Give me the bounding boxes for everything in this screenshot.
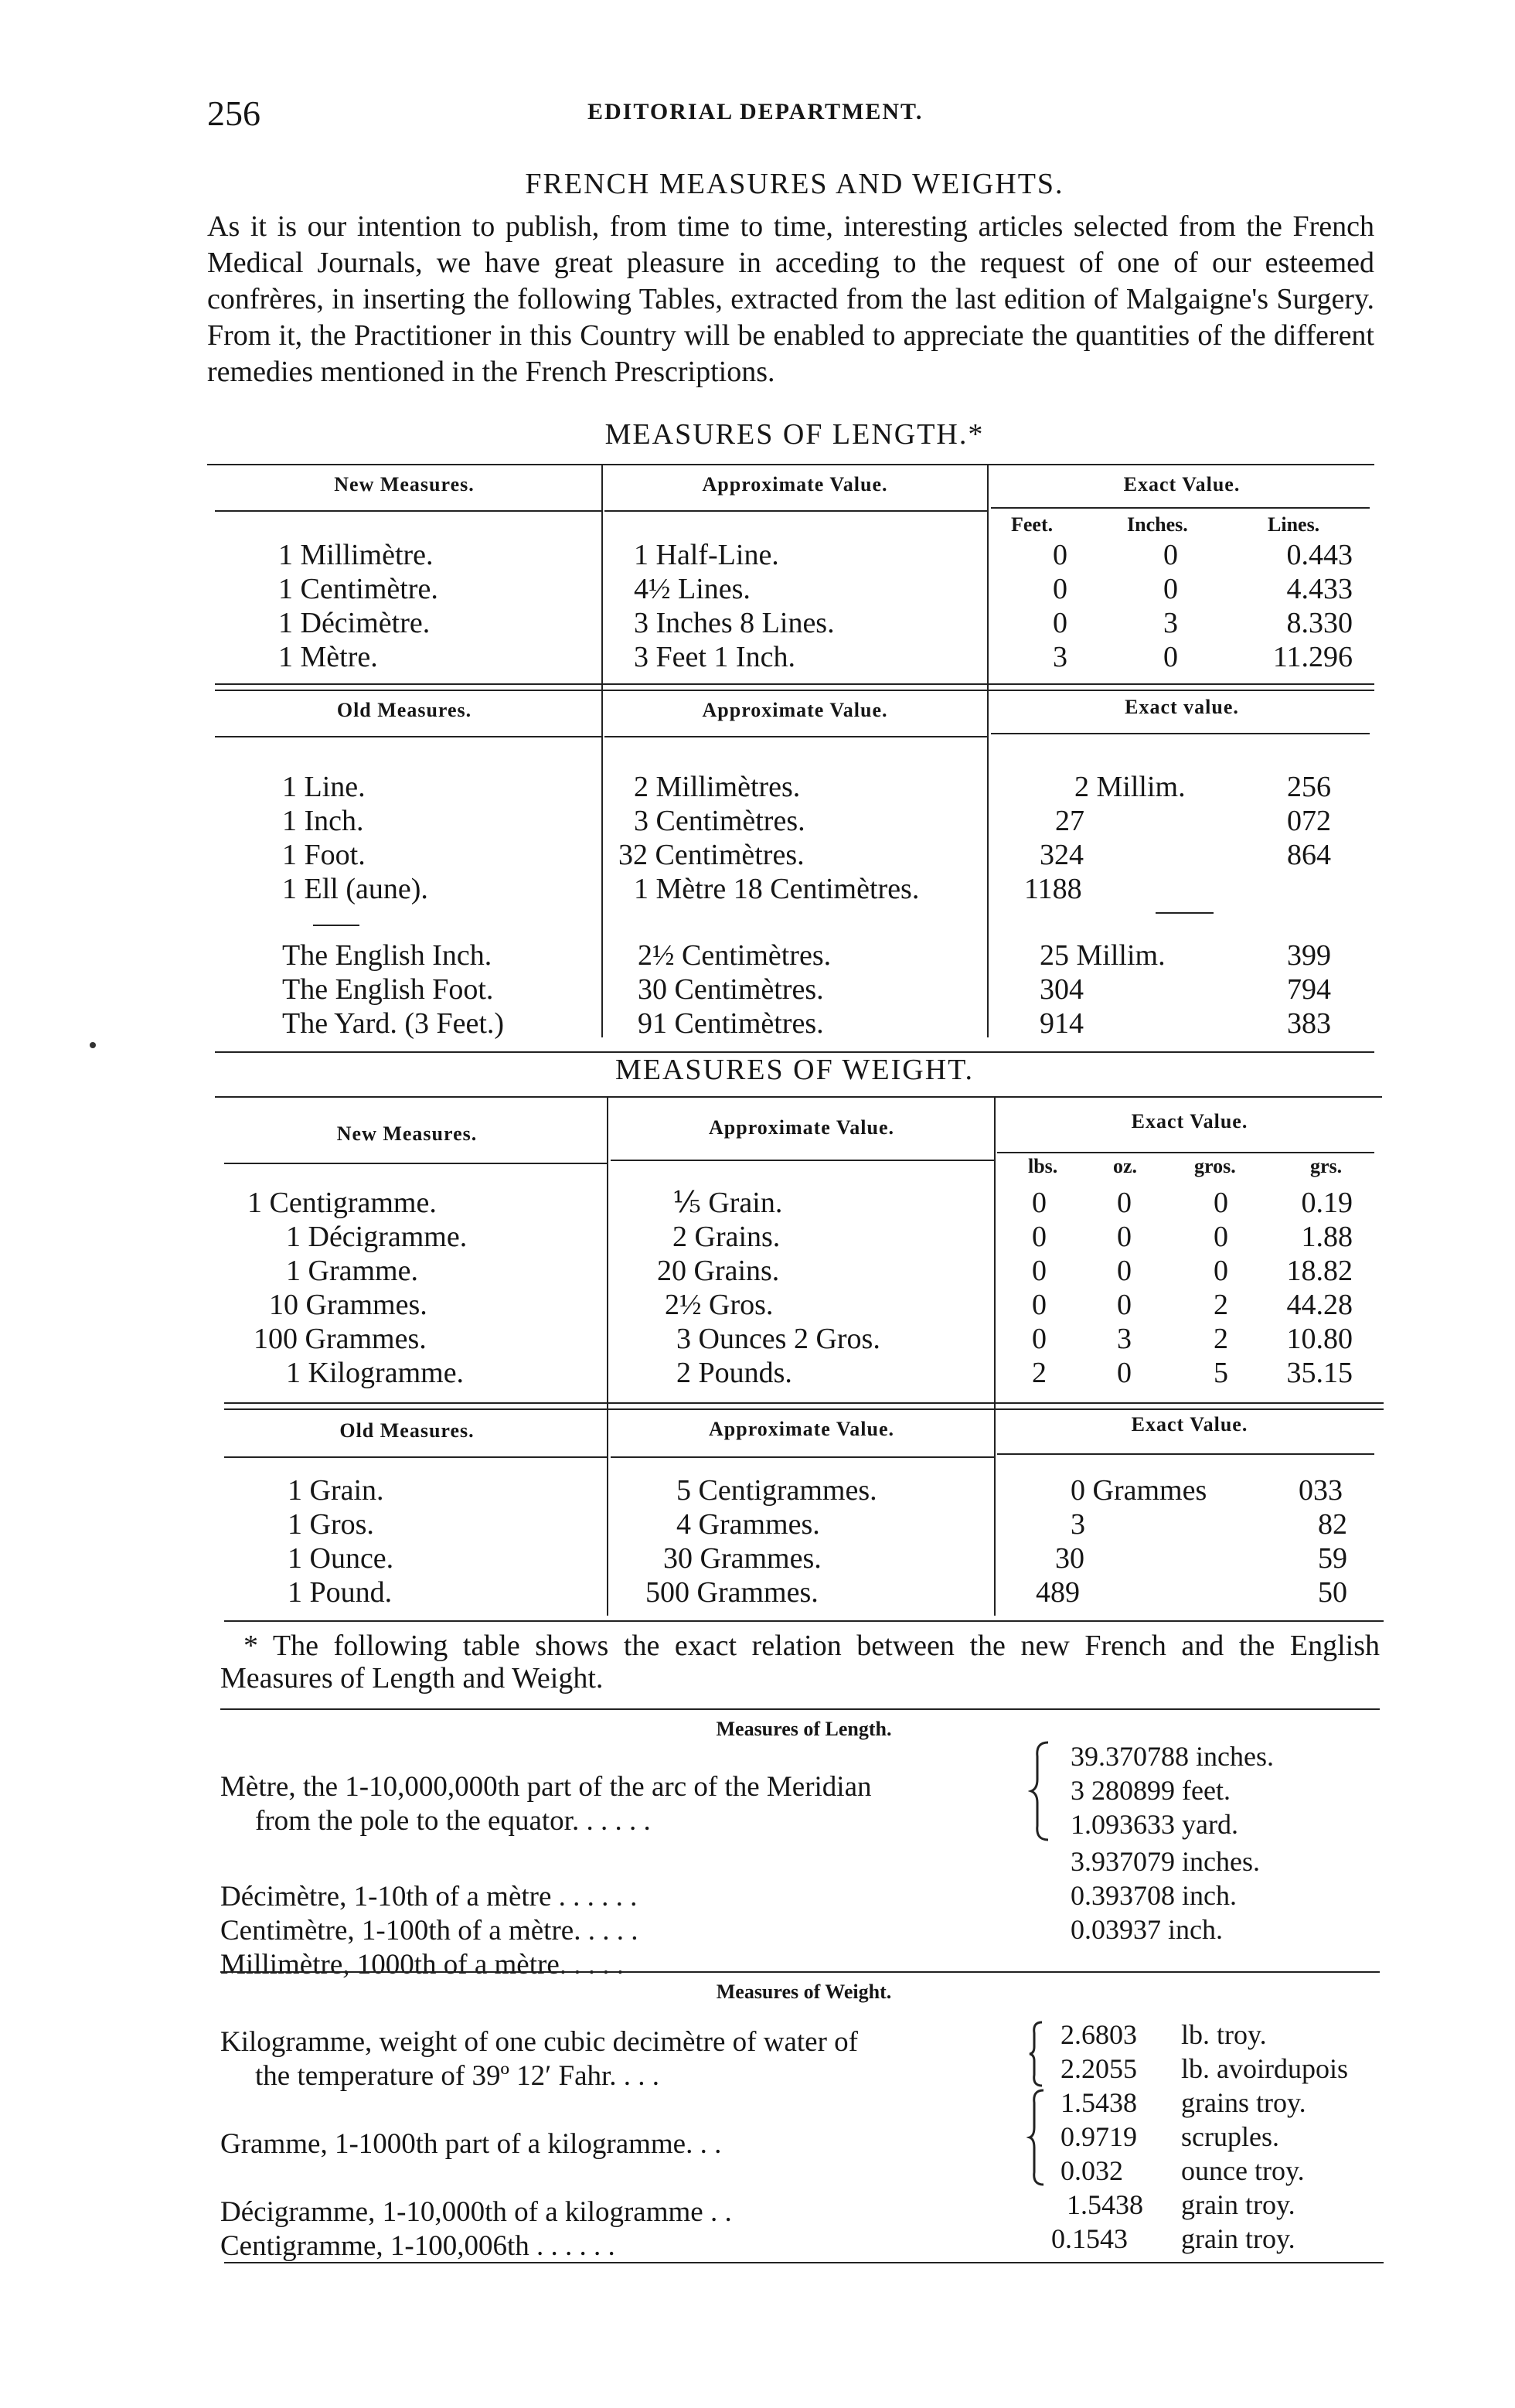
article-intro: As it is our intention to publish, from time to time, interesting articles selected from the French Medical Journals, we have great pleasure in acceding to the request of one of our esteemed confrères, in inserting the following Tables, extracted from the last edition of Malgaigne's Surgery. From it, the Practitioner in this Country will be enabled to appreciate the quantities of the different remedies mentioned in the French Prescriptions. bbox=[207, 210, 1374, 388]
weight-new-approx: 2 Grains. bbox=[672, 1221, 781, 1253]
length-english-name: The English Inch. bbox=[282, 939, 492, 972]
weight-old-exact-b: 50 bbox=[1318, 1576, 1347, 1609]
weight-new-oz: 0 bbox=[1117, 1187, 1132, 1219]
length-old-exact-a: 1188 bbox=[1024, 873, 1082, 905]
length-unit-lines: Lines. bbox=[1268, 513, 1320, 536]
length-new-feet: 3 bbox=[1053, 641, 1067, 673]
weight-mid-rule-b bbox=[224, 1408, 1384, 1410]
length-english-name: The English Foot. bbox=[282, 973, 494, 1006]
weight-old-exact-a: 30 bbox=[1055, 1542, 1084, 1575]
length-top-rule bbox=[207, 464, 1374, 465]
weight-new-lbs: 0 bbox=[1032, 1289, 1047, 1321]
length-new-approx: 1 Half-Line. bbox=[634, 539, 779, 571]
length-new-lines: 8.330 bbox=[1286, 607, 1353, 639]
footnote-weight-num: 0.1543 bbox=[1051, 2223, 1128, 2254]
length-old-exact-b: 864 bbox=[1287, 839, 1331, 871]
length-english-approx: 30 Centimètres. bbox=[638, 973, 824, 1006]
length-old-header-name: Old Measures. bbox=[336, 699, 472, 721]
weight-unit-grs: grs. bbox=[1310, 1155, 1343, 1177]
length-new-inches: 3 bbox=[1163, 607, 1178, 639]
footnote-length-label: Décimètre, 1-10th of a mètre . . . . . . bbox=[220, 1881, 638, 1912]
weight-new-lbs: 0 bbox=[1032, 1255, 1047, 1287]
length-new-approx: 3 Feet 1 Inch. bbox=[634, 641, 795, 673]
length-old-exact-a: 2 Millim. bbox=[1074, 771, 1186, 803]
weight-new-name: 100 Grammes. bbox=[254, 1323, 427, 1355]
weight-new-gros: 2 bbox=[1214, 1323, 1228, 1355]
weight-old-exact-a: 3 bbox=[1071, 1508, 1085, 1541]
kilogramme-brace-icon bbox=[1026, 2021, 1045, 2087]
length-new-inches: 0 bbox=[1163, 539, 1178, 571]
weight-new-oz: 3 bbox=[1117, 1323, 1132, 1355]
weight-new-oz: 0 bbox=[1117, 1255, 1132, 1287]
footnote-bottom-rule bbox=[224, 2262, 1384, 2263]
length-unit-feet: Feet. bbox=[1011, 513, 1054, 536]
length-new-name: 1 Millimètre. bbox=[278, 539, 434, 571]
weight-new-name: 1 Décigramme. bbox=[286, 1221, 468, 1253]
weight-new-lbs: 0 bbox=[1032, 1221, 1047, 1253]
weight-new-name: 1 Centigramme. bbox=[247, 1187, 437, 1219]
weight-new-oz: 0 bbox=[1117, 1221, 1132, 1253]
weight-new-header-approx: Approximate Value. bbox=[709, 1116, 894, 1139]
footnote-weight-num: 1.5438 bbox=[1060, 2087, 1137, 2118]
weight-new-lbs: 0 bbox=[1032, 1187, 1047, 1219]
length-old-approx: 1 Mètre 18 Centimètres. bbox=[634, 873, 920, 905]
weight-new-name: 1 Kilogramme. bbox=[286, 1357, 465, 1389]
footnote-length-label: Centimètre, 1-100th of a mètre. . . . . bbox=[220, 1915, 638, 1946]
length-old-exact-a: 27 bbox=[1055, 805, 1084, 837]
length-english-exact-b: 794 bbox=[1287, 973, 1331, 1006]
length-old-name: 1 Foot. bbox=[282, 839, 366, 871]
weight-unit-oz: oz. bbox=[1113, 1155, 1138, 1177]
weight-old-name: 1 Pound. bbox=[288, 1576, 393, 1609]
weight-new-gros: 0 bbox=[1214, 1187, 1228, 1219]
length-brace-icon bbox=[1028, 1741, 1051, 1841]
weight-old-exact-a: 0 Grammes bbox=[1071, 1474, 1207, 1507]
weight-mid-rule-a bbox=[224, 1402, 1384, 1404]
length-new-lines: 0.443 bbox=[1286, 539, 1353, 571]
length-old-exact-b: 072 bbox=[1287, 805, 1331, 837]
length-old-header-approx: Approximate Value. bbox=[702, 699, 888, 721]
length-new-inches: 0 bbox=[1163, 573, 1178, 605]
footnote-length-label: Millimètre, 1000th of a mètre. . . . . bbox=[220, 1949, 624, 1981]
weight-unit-lbs: lbs. bbox=[1028, 1155, 1058, 1177]
weight-old-approx: 500 Grammes. bbox=[645, 1576, 819, 1609]
weight-new-grs: 10.80 bbox=[1286, 1323, 1353, 1355]
weight-old-header-exact: Exact Value. bbox=[1131, 1413, 1248, 1436]
footnote-weight-unit: grains troy. bbox=[1181, 2087, 1306, 2118]
footnote-weight-unit: scruples. bbox=[1181, 2121, 1279, 2152]
length-old-header-rule-2 bbox=[604, 736, 987, 737]
weight-section-title: MEASURES OF WEIGHT. bbox=[615, 1054, 975, 1086]
length-english-exact-a: 304 bbox=[1040, 973, 1084, 1006]
length-section-title: MEASURES OF LENGTH.* bbox=[604, 418, 985, 451]
weight-bottom-rule bbox=[224, 1620, 1384, 1622]
footnote-weight-title: Measures of Weight. bbox=[716, 1981, 892, 2003]
footnote-weight-label: Kilogramme, weight of one cubic decimètre of water of bbox=[220, 2026, 858, 2058]
weight-new-gros: 2 bbox=[1214, 1289, 1228, 1321]
length-new-name: 1 Mètre. bbox=[278, 641, 378, 673]
weight-unit-gros: gros. bbox=[1194, 1155, 1236, 1177]
weight-new-approx: 2 Pounds. bbox=[676, 1357, 792, 1389]
weight-old-name: 1 Grain. bbox=[288, 1474, 384, 1507]
footnote-weight-label: Centigramme, 1-100,006th . . . . . . bbox=[220, 2230, 615, 2262]
length-short-divider-right bbox=[1156, 912, 1214, 914]
length-new-header-approx: Approximate Value. bbox=[702, 473, 888, 496]
length-old-approx: 32 Centimètres. bbox=[618, 839, 805, 871]
weight-old-name: 1 Ounce. bbox=[288, 1542, 394, 1575]
length-english-name: The Yard. (3 Feet.) bbox=[282, 1007, 505, 1040]
weight-new-grs: 1.88 bbox=[1301, 1221, 1353, 1253]
length-old-header-exact: Exact value. bbox=[1125, 696, 1239, 718]
length-english-exact-b: 399 bbox=[1287, 939, 1331, 972]
length-old-name: 1 Inch. bbox=[282, 805, 364, 837]
footnote-length-value: 3.937079 inches. bbox=[1071, 1846, 1260, 1877]
footnote-length-value: 39.370788 inches. bbox=[1071, 1741, 1274, 1772]
weight-old-exact-b: 59 bbox=[1318, 1542, 1347, 1575]
weight-old-header-rule-3 bbox=[997, 1453, 1374, 1455]
weight-new-oz: 0 bbox=[1117, 1357, 1132, 1389]
weight-new-gros: 0 bbox=[1214, 1255, 1228, 1287]
length-new-feet: 0 bbox=[1053, 539, 1067, 571]
length-mid-rule-b bbox=[215, 690, 1374, 691]
footnote-weight-unit: grain troy. bbox=[1181, 2189, 1295, 2220]
footnote-weight-label: Décigramme, 1-10,000th of a kilogramme . . bbox=[220, 2196, 732, 2228]
length-english-exact-a: 914 bbox=[1040, 1007, 1084, 1040]
weight-old-approx: 5 Centigrammes. bbox=[676, 1474, 877, 1507]
length-old-approx: 3 Centimètres. bbox=[634, 805, 805, 837]
length-new-lines: 11.296 bbox=[1272, 641, 1353, 673]
weight-header-rule-2 bbox=[611, 1160, 994, 1161]
length-old-header-rule bbox=[215, 736, 601, 737]
weight-header-rule bbox=[224, 1163, 607, 1164]
length-new-lines: 4.433 bbox=[1286, 573, 1353, 605]
length-old-name: 1 Line. bbox=[282, 771, 366, 803]
weight-old-name: 1 Gros. bbox=[288, 1508, 374, 1541]
footnote-weight-unit: ounce troy. bbox=[1181, 2155, 1305, 2186]
length-new-name: 1 Décimètre. bbox=[278, 607, 431, 639]
footnote-length-value: 3 280899 feet. bbox=[1071, 1775, 1231, 1806]
weight-old-header-rule-2 bbox=[611, 1456, 994, 1458]
footnote-weight-num: 0.9719 bbox=[1060, 2121, 1137, 2152]
footnote-mid-rule bbox=[220, 1971, 1380, 1973]
weight-old-exact-a: 489 bbox=[1036, 1576, 1080, 1609]
weight-new-name: 10 Grammes. bbox=[269, 1289, 427, 1321]
footnote-length-value: 1.093633 yard. bbox=[1071, 1809, 1238, 1840]
footnote-length-label: Mètre, the 1-10,000,000th part of the arc of the Meridian bbox=[220, 1771, 872, 1803]
weight-new-name: 1 Gramme. bbox=[286, 1255, 418, 1287]
length-old-header-rule-3 bbox=[991, 733, 1370, 734]
length-new-name: 1 Centimètre. bbox=[278, 573, 438, 605]
length-old-exact-b: 256 bbox=[1287, 771, 1331, 803]
weight-header-rule-3 bbox=[997, 1152, 1374, 1153]
weight-col-divider-1 bbox=[607, 1098, 608, 1616]
footnote-weight-num: 2.6803 bbox=[1060, 2019, 1137, 2050]
length-english-exact-b: 383 bbox=[1287, 1007, 1331, 1040]
weight-new-gros: 5 bbox=[1214, 1357, 1228, 1389]
length-new-feet: 0 bbox=[1053, 573, 1067, 605]
weight-new-header-exact: Exact Value. bbox=[1131, 1110, 1248, 1132]
weight-top-rule bbox=[215, 1096, 1382, 1098]
length-new-header-name: New Measures. bbox=[334, 473, 475, 496]
weight-new-lbs: 2 bbox=[1032, 1357, 1047, 1389]
weight-old-approx: 30 Grammes. bbox=[663, 1542, 822, 1575]
weight-new-approx: 3 Ounces 2 Gros. bbox=[676, 1323, 880, 1355]
weight-new-grs: 0.19 bbox=[1301, 1187, 1353, 1219]
weight-old-approx: 4 Grammes. bbox=[676, 1508, 820, 1541]
footnote-weight-label: Gramme, 1-1000th part of a kilogramme. . . bbox=[220, 2128, 722, 2160]
length-english-exact-a: 25 Millim. bbox=[1040, 939, 1166, 972]
weight-new-grs: 35.15 bbox=[1286, 1357, 1353, 1389]
footnote-rule bbox=[220, 1708, 1380, 1710]
page-number: 256 bbox=[207, 94, 260, 133]
length-english-approx: 91 Centimètres. bbox=[638, 1007, 824, 1040]
length-mid-rule-a bbox=[215, 683, 1374, 685]
weight-old-header-rule bbox=[224, 1456, 607, 1458]
weight-new-approx: ⅕ Grain. bbox=[672, 1187, 783, 1219]
length-header-rule bbox=[215, 510, 601, 512]
footnote-weight-num: 1.5438 bbox=[1067, 2189, 1143, 2220]
weight-new-gros: 0 bbox=[1214, 1221, 1228, 1253]
footnote-weight-unit: grain troy. bbox=[1181, 2223, 1295, 2254]
weight-new-approx: 2½ Gros. bbox=[665, 1289, 774, 1321]
length-short-divider-left bbox=[313, 925, 359, 926]
footnote-weight-label: the temperature of 39º 12′ Fahr. . . . bbox=[255, 2060, 660, 2092]
length-new-inches: 0 bbox=[1163, 641, 1178, 673]
bullet-dot bbox=[90, 1042, 96, 1048]
footnote-length-title: Measures of Length. bbox=[716, 1718, 892, 1740]
length-english-approx: 2½ Centimètres. bbox=[638, 939, 832, 972]
length-header-rule-2 bbox=[604, 510, 987, 512]
weight-new-header-name: New Measures. bbox=[336, 1122, 478, 1145]
weight-new-grs: 18.82 bbox=[1286, 1255, 1353, 1287]
footnote-weight-unit: lb. troy. bbox=[1181, 2019, 1267, 2050]
weight-col-divider-2 bbox=[994, 1098, 996, 1616]
length-new-approx: 3 Inches 8 Lines. bbox=[634, 607, 835, 639]
length-new-approx: 4½ Lines. bbox=[634, 573, 751, 605]
gramme-brace-icon bbox=[1026, 2089, 1047, 2186]
weight-old-header-name: Old Measures. bbox=[339, 1419, 475, 1442]
footnote-weight-num: 0.032 bbox=[1060, 2155, 1123, 2186]
length-old-name: 1 Ell (aune). bbox=[282, 873, 428, 905]
weight-new-lbs: 0 bbox=[1032, 1323, 1047, 1355]
article-title: FRENCH MEASURES AND WEIGHTS. bbox=[525, 168, 1064, 200]
length-new-feet: 0 bbox=[1053, 607, 1067, 639]
weight-new-oz: 0 bbox=[1117, 1289, 1132, 1321]
length-header-rule-3 bbox=[991, 507, 1370, 509]
length-col-divider-1 bbox=[601, 465, 603, 1037]
length-old-exact-a: 324 bbox=[1040, 839, 1084, 871]
weight-old-header-approx: Approximate Value. bbox=[709, 1418, 894, 1440]
weight-old-exact-b: 82 bbox=[1318, 1508, 1347, 1541]
weight-new-grs: 44.28 bbox=[1286, 1289, 1353, 1321]
footnote-text: * The following table shows the exact relation between the new French and the English Measures of Length and Weight. bbox=[220, 1630, 1380, 1694]
footnote-weight-unit: lb. avoirdupois bbox=[1181, 2053, 1348, 2084]
footnote-length-value: 0.393708 inch. bbox=[1071, 1880, 1237, 1911]
length-new-header-exact: Exact Value. bbox=[1123, 473, 1241, 496]
length-col-divider-2 bbox=[987, 465, 989, 1037]
footnote-length-label: from the pole to the equator. . . . . . bbox=[255, 1805, 651, 1837]
weight-old-exact-b: 033 bbox=[1299, 1474, 1343, 1507]
running-head: EDITORIAL DEPARTMENT. bbox=[587, 99, 924, 124]
weight-new-approx: 20 Grains. bbox=[657, 1255, 780, 1287]
length-old-approx: 2 Millimètres. bbox=[634, 771, 801, 803]
footnote-weight-num: 2.2055 bbox=[1060, 2053, 1137, 2084]
footnote-length-value: 0.03937 inch. bbox=[1071, 1914, 1223, 1945]
length-unit-inches: Inches. bbox=[1127, 513, 1188, 536]
